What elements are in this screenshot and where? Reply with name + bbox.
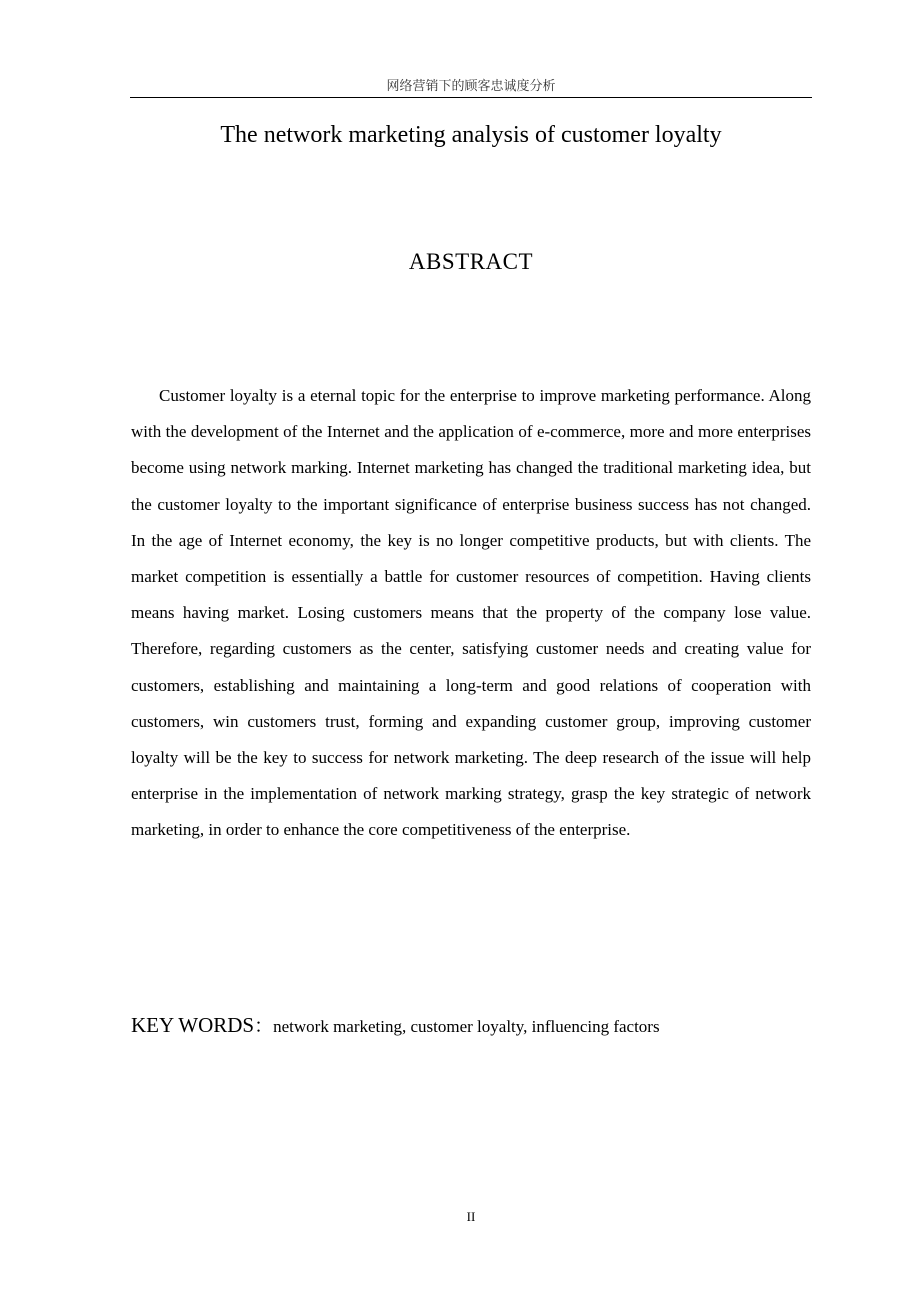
document-title: The network marketing analysis of customer loyalty (220, 122, 722, 148)
keywords-separator: ： (254, 1015, 274, 1037)
abstract-heading: ABSTRACT (408, 249, 534, 274)
abstract-body: Customer loyalty is a eternal topic for the enterprise to improve marketing performance. Along with the development of the Internet and the application of e-commerce, more and more enterprises become using network marking. Internet marketing has changed the traditional marketing idea, but the customer loyalty to the important significance of enterprise business success has not changed. In the age of Internet economy, the key is no longer competitive products, but with clients. The market competition is essentially a battle for customer resources of competition. Having clients means having market. Losing customers means that the property of the company lose value. Therefore, regarding customers as the center, satisfying customer needs and creating value for customers, establishing and maintaining a long-term and good relations of cooperation with customers, win customers trust, forming and expanding customer group, improving customer loyalty will be the key to success for network marketing. The deep research of the issue will help enterprise in the implementation of network marking strategy, grasp the key strategic of network marketing, in order to enhance the core competitiveness of the enterprise. (131, 386, 811, 840)
page-number: II (466, 1209, 476, 1224)
running-header: 网络营销下的顾客忠诚度分析 (386, 79, 556, 94)
header-rule (130, 97, 812, 98)
keywords-text: network marketing, customer loyalty, influencing factors (273, 1017, 660, 1036)
keywords-line (131, 1009, 811, 1044)
keywords-label: KEY WORDS (131, 1013, 255, 1037)
